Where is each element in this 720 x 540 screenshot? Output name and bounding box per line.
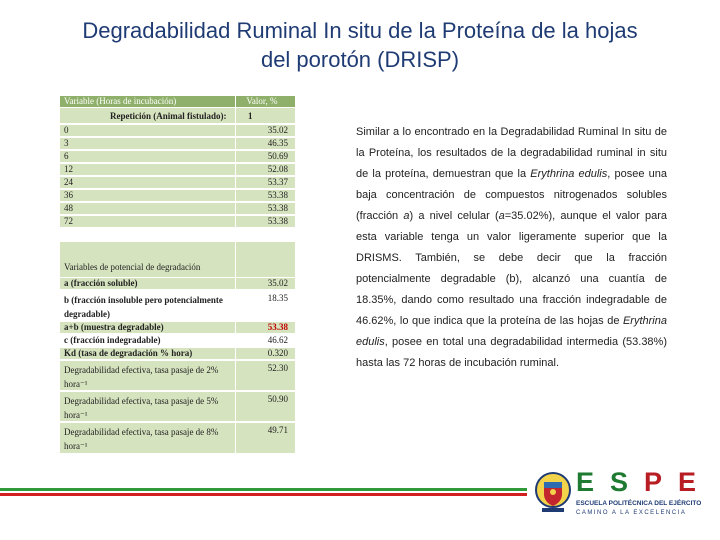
row-label: 12 <box>64 164 73 174</box>
row-value: 52.08 <box>267 164 288 174</box>
table-row <box>60 361 295 391</box>
row-label: Kd (tasa de degradación % hora) <box>64 348 193 358</box>
row-label: 72 <box>64 216 73 226</box>
row-label: a (fracción soluble) <box>64 278 138 288</box>
row-label: 48 <box>64 203 73 213</box>
fraction-symbol: a <box>403 210 410 222</box>
table-row <box>60 392 295 422</box>
table-row <box>60 138 295 150</box>
paragraph-text: , posee una baja concentración de compuestos nitrogenados solubles (fracción <box>356 168 667 222</box>
paragraph-text: , posee en total una degradabilidad intermedia (53.38%) hasta las 72 horas de incubación ruminal. <box>356 336 667 369</box>
fraction-symbol: a <box>498 210 505 222</box>
row-value: 18.35 <box>267 293 288 303</box>
table-header-label: Variable (Horas de incubación) <box>64 96 177 106</box>
row-value: 52.30 <box>267 363 288 373</box>
table-header-value: Valor, % <box>246 96 278 106</box>
table-row <box>60 278 295 290</box>
table-row <box>60 423 295 454</box>
row-label: 6 <box>64 151 69 161</box>
table-row <box>60 151 295 163</box>
body-paragraph <box>356 122 667 374</box>
table-row <box>60 216 295 228</box>
row-value: 53.38 <box>267 322 288 332</box>
row-value: 0.320 <box>267 348 288 358</box>
row-value: 53.38 <box>267 203 288 213</box>
table-subheader-value: 1 <box>248 111 253 121</box>
table-row <box>60 125 295 137</box>
table-section-row <box>60 242 295 278</box>
row-value: 53.37 <box>267 177 288 187</box>
row-label: 0 <box>64 125 69 135</box>
row-value: 46.62 <box>267 335 288 345</box>
logo-letter: P <box>644 467 679 497</box>
row-label: Degradabilidad efectiva, tasa pasaje de 8% hora⁻¹ <box>64 427 219 451</box>
degradation-table <box>60 96 295 454</box>
paragraph-text: Similar a lo encontrado en la Degradabilidad Ruminal In situ de la Proteína, los resultados de la degradabilidad ruminal in situ de la proteína, demuestran que la <box>356 126 667 180</box>
row-value: 49.71 <box>267 425 288 435</box>
row-label: c (fracción indegradable) <box>64 335 161 345</box>
table-spacer-row <box>60 229 295 241</box>
table-subheader-label: Repetición (Animal fistulado): <box>110 111 227 121</box>
table-row <box>60 291 295 321</box>
row-label: a+b (muestra degradable) <box>64 322 164 332</box>
row-label: Degradabilidad efectiva, tasa pasaje de 2% hora⁻¹ <box>64 365 219 389</box>
table-row <box>60 177 295 189</box>
row-label: 3 <box>64 138 69 148</box>
table-row <box>60 322 295 334</box>
species-name: Erythrina edulis <box>356 315 667 348</box>
title-line-1: Degradabilidad Ruminal In situ de la Proteína de la hojas <box>82 18 638 43</box>
table-subheader-row <box>60 108 295 124</box>
row-value: 35.02 <box>267 125 288 135</box>
footer-red-bar <box>0 493 527 496</box>
paragraph-text: =35.02%), aunque el valor para esta variable tenga un valor ligeramente superior que la DRISMS. También, se debe decir que la fracción potencialmente degradable (b), alcanzó una cuantía de 18.35%, dando como resultado una fracción indegradable de 46.62%, lo que indica que la proteína de las hojas de <box>356 210 667 327</box>
table-row <box>60 164 295 176</box>
species-name: Erythrina edulis <box>530 168 608 180</box>
row-value: 53.38 <box>267 216 288 226</box>
logo-letter: S <box>610 467 645 497</box>
table-header-row <box>60 96 295 108</box>
table-row <box>60 203 295 215</box>
row-value: 46.35 <box>267 138 288 148</box>
logo-motto: CAMINO A LA EXCELENCIA <box>576 510 687 516</box>
title-line-2: del porotón (DRISP) <box>260 47 460 72</box>
row-value: 35.02 <box>267 278 288 288</box>
table-row <box>60 190 295 202</box>
paragraph-text: ) a nivel celular ( <box>409 210 499 222</box>
slide-title <box>0 16 720 74</box>
row-value: 50.90 <box>267 394 288 404</box>
row-label: 24 <box>64 177 73 187</box>
espe-wordmark <box>576 467 713 498</box>
table-row <box>60 335 295 347</box>
table-column-divider <box>235 96 236 454</box>
row-label: b (fracción insoluble pero potencialmente degradable) <box>64 295 223 319</box>
row-label: 36 <box>64 190 73 200</box>
section-title: Variables de potencial de degradación <box>64 262 201 272</box>
row-label: Degradabilidad efectiva, tasa pasaje de 5% hora⁻¹ <box>64 396 219 420</box>
logo-letter: E <box>576 467 611 497</box>
row-value: 53.38 <box>267 190 288 200</box>
logo-letter: E <box>678 467 713 497</box>
footer-green-bar <box>0 488 527 491</box>
logo-subtitle: ESCUELA POLITÉCNICA DEL EJÉRCITO <box>576 500 702 507</box>
table-row <box>60 348 295 360</box>
row-value: 50.69 <box>267 151 288 161</box>
shield-icon <box>534 470 572 514</box>
espe-logo <box>528 466 713 522</box>
